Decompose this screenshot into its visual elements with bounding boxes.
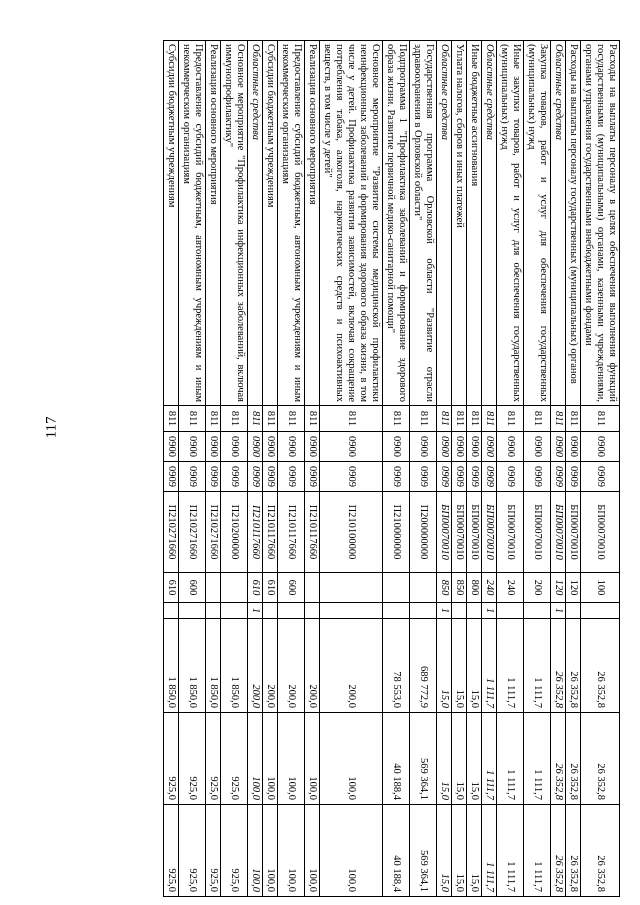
target-article-cell: БП00070010 — [467, 492, 482, 573]
subsection-code-cell: 0909 — [278, 462, 305, 492]
ved-code-cell: 811 — [263, 406, 278, 432]
amount-2-cell: 925,0 — [206, 713, 221, 805]
amount-3-cell: 925,0 — [164, 805, 179, 897]
section-code-cell: 0900 — [410, 432, 437, 462]
ved-code-cell: 811 — [566, 406, 581, 432]
expense-type-cell: 850 — [437, 573, 452, 603]
amount-3-cell: 100,0 — [248, 805, 263, 897]
row-name-cell: Предоставление субсидий бюджетным, автономным учреждениям и иным некоммерческим организациям — [278, 41, 305, 406]
section-code-cell: 0900 — [566, 432, 581, 462]
subsection-code-cell: 0909 — [164, 462, 179, 492]
row-name-cell: Иные закупки товаров, работ и услуг для обеспечения государственных (муниципальных) нужд — [497, 41, 524, 406]
source-mark-cell: 1 — [437, 603, 452, 619]
source-mark-cell — [581, 603, 620, 619]
target-article-cell: П210117660 — [305, 492, 320, 573]
source-mark-cell — [566, 603, 581, 619]
row-name-cell: Областные средства — [482, 41, 497, 406]
expense-type-cell: 600 — [179, 573, 206, 603]
target-article-cell: П210117660 — [278, 492, 305, 573]
budget-table — [163, 40, 620, 897]
source-mark-cell — [452, 603, 467, 619]
amount-1-cell: 26 352,8 — [551, 619, 566, 713]
table-row — [305, 41, 320, 897]
row-name-cell: Реализация основного мероприятия — [305, 41, 320, 406]
amount-2-cell: 15,0 — [452, 713, 467, 805]
amount-1-cell: 1 850,0 — [179, 619, 206, 713]
amount-2-cell: 1 111,7 — [497, 713, 524, 805]
subsection-code-cell: 0909 — [410, 462, 437, 492]
amount-1-cell: 1 111,7 — [524, 619, 551, 713]
subsection-code-cell: 0909 — [482, 462, 497, 492]
target-article-cell: БП00070010 — [452, 492, 467, 573]
amount-2-cell: 100,0 — [320, 713, 383, 805]
table-row — [482, 41, 497, 897]
table-row — [497, 41, 524, 897]
expense-type-cell: 120 — [566, 573, 581, 603]
expense-type-cell: 610 — [164, 573, 179, 603]
source-mark-cell — [383, 603, 410, 619]
section-code-cell: 0900 — [482, 432, 497, 462]
amount-2-cell: 100,0 — [278, 713, 305, 805]
section-code-cell: 0900 — [164, 432, 179, 462]
source-mark-cell: 1 — [551, 603, 566, 619]
amount-2-cell: 26 352,8 — [551, 713, 566, 805]
target-article-cell: БП00070010 — [524, 492, 551, 573]
expense-type-cell — [320, 573, 383, 603]
source-mark-cell: 1 — [482, 603, 497, 619]
target-article-cell: П210100000 — [320, 492, 383, 573]
table-row — [452, 41, 467, 897]
table-row — [164, 41, 179, 897]
subsection-code-cell: 0909 — [524, 462, 551, 492]
table-row — [263, 41, 278, 897]
subsection-code-cell: 0909 — [206, 462, 221, 492]
section-code-cell: 0900 — [581, 432, 620, 462]
expense-type-cell — [305, 573, 320, 603]
amount-3-cell: 569 364,1 — [410, 805, 437, 897]
subsection-code-cell: 0909 — [263, 462, 278, 492]
amount-1-cell: 200,0 — [263, 619, 278, 713]
subsection-code-cell: 0909 — [248, 462, 263, 492]
table-row — [206, 41, 221, 897]
table-row — [467, 41, 482, 897]
row-name-cell: Закупка товаров, работ и услуг для обеспечения государственных (муниципальных) нужд — [524, 41, 551, 406]
section-code-cell: 0900 — [467, 432, 482, 462]
subsection-code-cell: 0909 — [551, 462, 566, 492]
amount-2-cell: 15,0 — [437, 713, 452, 805]
subsection-code-cell: 0909 — [179, 462, 206, 492]
expense-type-cell — [410, 573, 437, 603]
section-code-cell: 0900 — [305, 432, 320, 462]
source-mark-cell — [524, 603, 551, 619]
section-code-cell: 0900 — [179, 432, 206, 462]
expense-type-cell — [221, 573, 248, 603]
amount-3-cell: 40 188,4 — [383, 805, 410, 897]
amount-2-cell: 26 352,8 — [566, 713, 581, 805]
ved-code-cell: 811 — [278, 406, 305, 432]
table-row — [437, 41, 452, 897]
expense-type-cell: 240 — [482, 573, 497, 603]
target-article-cell: П210200000 — [221, 492, 248, 573]
source-mark-cell: 1 — [248, 603, 263, 619]
amount-1-cell: 15,0 — [452, 619, 467, 713]
target-article-cell: БП00070010 — [437, 492, 452, 573]
amount-1-cell: 200,0 — [305, 619, 320, 713]
ved-code-cell: 811 — [482, 406, 497, 432]
source-mark-cell — [320, 603, 383, 619]
amount-2-cell: 15,0 — [467, 713, 482, 805]
amount-1-cell: 15,0 — [437, 619, 452, 713]
amount-1-cell: 26 352,8 — [581, 619, 620, 713]
table-row — [581, 41, 620, 897]
section-code-cell: 0900 — [497, 432, 524, 462]
expense-type-cell — [206, 573, 221, 603]
subsection-code-cell: 0909 — [221, 462, 248, 492]
amount-1-cell: 1 111,7 — [497, 619, 524, 713]
ved-code-cell: 811 — [383, 406, 410, 432]
row-name-cell: Иные бюджетные ассигнования — [467, 41, 482, 406]
amount-3-cell: 26 352,8 — [566, 805, 581, 897]
row-name-cell: Расходы на выплаты персоналу государственных (муниципальных) органов — [566, 41, 581, 406]
ved-code-cell: 811 — [581, 406, 620, 432]
ved-code-cell: 811 — [248, 406, 263, 432]
amount-1-cell: 689 772,9 — [410, 619, 437, 713]
ved-code-cell: 811 — [221, 406, 248, 432]
target-article-cell: П210117660 — [263, 492, 278, 573]
row-name-cell: Областные средства — [248, 41, 263, 406]
amount-3-cell: 100,0 — [320, 805, 383, 897]
target-article-cell: П210271660 — [206, 492, 221, 573]
amount-1-cell: 1 850,0 — [221, 619, 248, 713]
amount-3-cell: 1 111,7 — [482, 805, 497, 897]
section-code-cell: 0900 — [206, 432, 221, 462]
amount-3-cell: 100,0 — [263, 805, 278, 897]
source-mark-cell — [410, 603, 437, 619]
amount-3-cell: 925,0 — [221, 805, 248, 897]
amount-1-cell: 78 553,0 — [383, 619, 410, 713]
source-mark-cell — [497, 603, 524, 619]
amount-2-cell: 569 364,1 — [410, 713, 437, 805]
target-article-cell: БП00070010 — [566, 492, 581, 573]
amount-2-cell: 925,0 — [179, 713, 206, 805]
target-article-cell: П210271660 — [164, 492, 179, 573]
source-mark-cell — [278, 603, 305, 619]
amount-3-cell: 100,0 — [278, 805, 305, 897]
table-row — [278, 41, 305, 897]
table-row — [566, 41, 581, 897]
target-article-cell: П200000000 — [410, 492, 437, 573]
table-row — [179, 41, 206, 897]
section-code-cell: 0900 — [263, 432, 278, 462]
expense-type-cell: 200 — [524, 573, 551, 603]
amount-3-cell: 26 352,8 — [581, 805, 620, 897]
table-row — [410, 41, 437, 897]
source-mark-cell — [206, 603, 221, 619]
section-code-cell: 0900 — [524, 432, 551, 462]
section-code-cell: 0900 — [221, 432, 248, 462]
row-name-cell: Подпрограмма 1 "Профилактика заболеваний и формирование здорового образа жизни. Развитие первичной медико-санитарной помощи" — [383, 41, 410, 406]
expense-type-cell: 240 — [497, 573, 524, 603]
ved-code-cell: 811 — [551, 406, 566, 432]
target-article-cell: П210271660 — [179, 492, 206, 573]
amount-2-cell: 100,0 — [305, 713, 320, 805]
amount-2-cell: 100,0 — [248, 713, 263, 805]
subsection-code-cell: 0909 — [467, 462, 482, 492]
amount-3-cell: 1 111,7 — [524, 805, 551, 897]
amount-2-cell: 1 111,7 — [482, 713, 497, 805]
table-row — [320, 41, 383, 897]
source-mark-cell — [221, 603, 248, 619]
section-code-cell: 0900 — [437, 432, 452, 462]
expense-type-cell: 610 — [248, 573, 263, 603]
subsection-code-cell: 0909 — [581, 462, 620, 492]
row-name-cell: Субсидии бюджетным учреждениям — [164, 41, 179, 406]
section-code-cell: 0900 — [452, 432, 467, 462]
table-row — [524, 41, 551, 897]
target-article-cell: БП00070010 — [581, 492, 620, 573]
subsection-code-cell: 0909 — [305, 462, 320, 492]
amount-3-cell: 925,0 — [179, 805, 206, 897]
target-article-cell: БП00070010 — [497, 492, 524, 573]
page-number: 117 — [43, 416, 60, 439]
amount-2-cell: 40 188,4 — [383, 713, 410, 805]
row-name-cell: Субсидии бюджетным учреждениям — [263, 41, 278, 406]
amount-1-cell: 15,0 — [467, 619, 482, 713]
section-code-cell: 0900 — [383, 432, 410, 462]
target-article-cell: БП00070010 — [551, 492, 566, 573]
ved-code-cell: 811 — [206, 406, 221, 432]
row-name-cell: Расходы на выплаты персоналу в целях обеспечения выполнения функций государственными (муниципальными) органами, казенными учреждениями, органами управления государственными внебюджетными фондами — [581, 41, 620, 406]
target-article-cell: П210000000 — [383, 492, 410, 573]
amount-3-cell: 15,0 — [452, 805, 467, 897]
subsection-code-cell: 0909 — [452, 462, 467, 492]
amount-2-cell: 925,0 — [221, 713, 248, 805]
rotated-table-wrapper — [163, 40, 620, 896]
expense-type-cell: 850 — [452, 573, 467, 603]
ved-code-cell: 811 — [410, 406, 437, 432]
source-mark-cell — [179, 603, 206, 619]
ved-code-cell: 811 — [179, 406, 206, 432]
row-name-cell: Областные средства — [437, 41, 452, 406]
row-name-cell: Основное мероприятие "Профилактика инфекционных заболеваний, включая иммунопрофилактику" — [221, 41, 248, 406]
target-article-cell: П210117660 — [248, 492, 263, 573]
source-mark-cell — [467, 603, 482, 619]
ved-code-cell: 811 — [164, 406, 179, 432]
section-code-cell: 0900 — [320, 432, 383, 462]
row-name-cell: Государственная программа Орловской области "Развитие отрасли здравоохранения в Орловской области" — [410, 41, 437, 406]
amount-1-cell: 200,0 — [248, 619, 263, 713]
subsection-code-cell: 0909 — [497, 462, 524, 492]
amount-2-cell: 1 111,7 — [524, 713, 551, 805]
amount-3-cell: 15,0 — [437, 805, 452, 897]
row-name-cell: Основное мероприятие "Развитие системы медицинской профилактики неинфекционных заболеваний и формирования здорового образа жизни, в том числе у детей. Профилактика развития зависимостей, включая сокращение потребления табака, алкоголя, наркотических средств и психоактивных веществ, в том числе у детей" — [320, 41, 383, 406]
source-mark-cell — [263, 603, 278, 619]
row-name-cell: Реализация основного мероприятия — [206, 41, 221, 406]
amount-3-cell: 15,0 — [467, 805, 482, 897]
ved-code-cell: 811 — [524, 406, 551, 432]
amount-1-cell: 26 352,8 — [566, 619, 581, 713]
subsection-code-cell: 0909 — [320, 462, 383, 492]
source-mark-cell — [305, 603, 320, 619]
subsection-code-cell: 0909 — [437, 462, 452, 492]
ved-code-cell: 811 — [305, 406, 320, 432]
amount-3-cell: 925,0 — [206, 805, 221, 897]
source-mark-cell — [164, 603, 179, 619]
table-row — [551, 41, 566, 897]
subsection-code-cell: 0909 — [383, 462, 410, 492]
ved-code-cell: 811 — [497, 406, 524, 432]
expense-type-cell: 100 — [581, 573, 620, 603]
amount-2-cell: 26 352,8 — [581, 713, 620, 805]
amount-1-cell: 200,0 — [278, 619, 305, 713]
table-row — [248, 41, 263, 897]
subsection-code-cell: 0909 — [566, 462, 581, 492]
amount-3-cell: 26 352,8 — [551, 805, 566, 897]
amount-2-cell: 925,0 — [164, 713, 179, 805]
section-code-cell: 0900 — [551, 432, 566, 462]
row-name-cell: Областные средства — [551, 41, 566, 406]
row-name-cell: Уплата налогов, сборов и иных платежей — [452, 41, 467, 406]
amount-2-cell: 100,0 — [263, 713, 278, 805]
expense-type-cell — [383, 573, 410, 603]
amount-3-cell: 100,0 — [305, 805, 320, 897]
table-row — [221, 41, 248, 897]
amount-1-cell: 1 850,0 — [206, 619, 221, 713]
amount-1-cell: 1 111,7 — [482, 619, 497, 713]
ved-code-cell: 811 — [467, 406, 482, 432]
ved-code-cell: 811 — [320, 406, 383, 432]
target-article-cell: БП00070010 — [482, 492, 497, 573]
amount-1-cell: 1 850,0 — [164, 619, 179, 713]
amount-3-cell: 1 111,7 — [497, 805, 524, 897]
ved-code-cell: 811 — [452, 406, 467, 432]
expense-type-cell: 120 — [551, 573, 566, 603]
budget-table-body — [164, 41, 620, 897]
expense-type-cell: 800 — [467, 573, 482, 603]
expense-type-cell: 610 — [263, 573, 278, 603]
amount-1-cell: 200,0 — [320, 619, 383, 713]
table-row — [383, 41, 410, 897]
expense-type-cell: 600 — [278, 573, 305, 603]
ved-code-cell: 811 — [437, 406, 452, 432]
section-code-cell: 0900 — [278, 432, 305, 462]
row-name-cell: Предоставление субсидий бюджетным, автономным учреждениям и иным некоммерческим организациям — [179, 41, 206, 406]
section-code-cell: 0900 — [248, 432, 263, 462]
